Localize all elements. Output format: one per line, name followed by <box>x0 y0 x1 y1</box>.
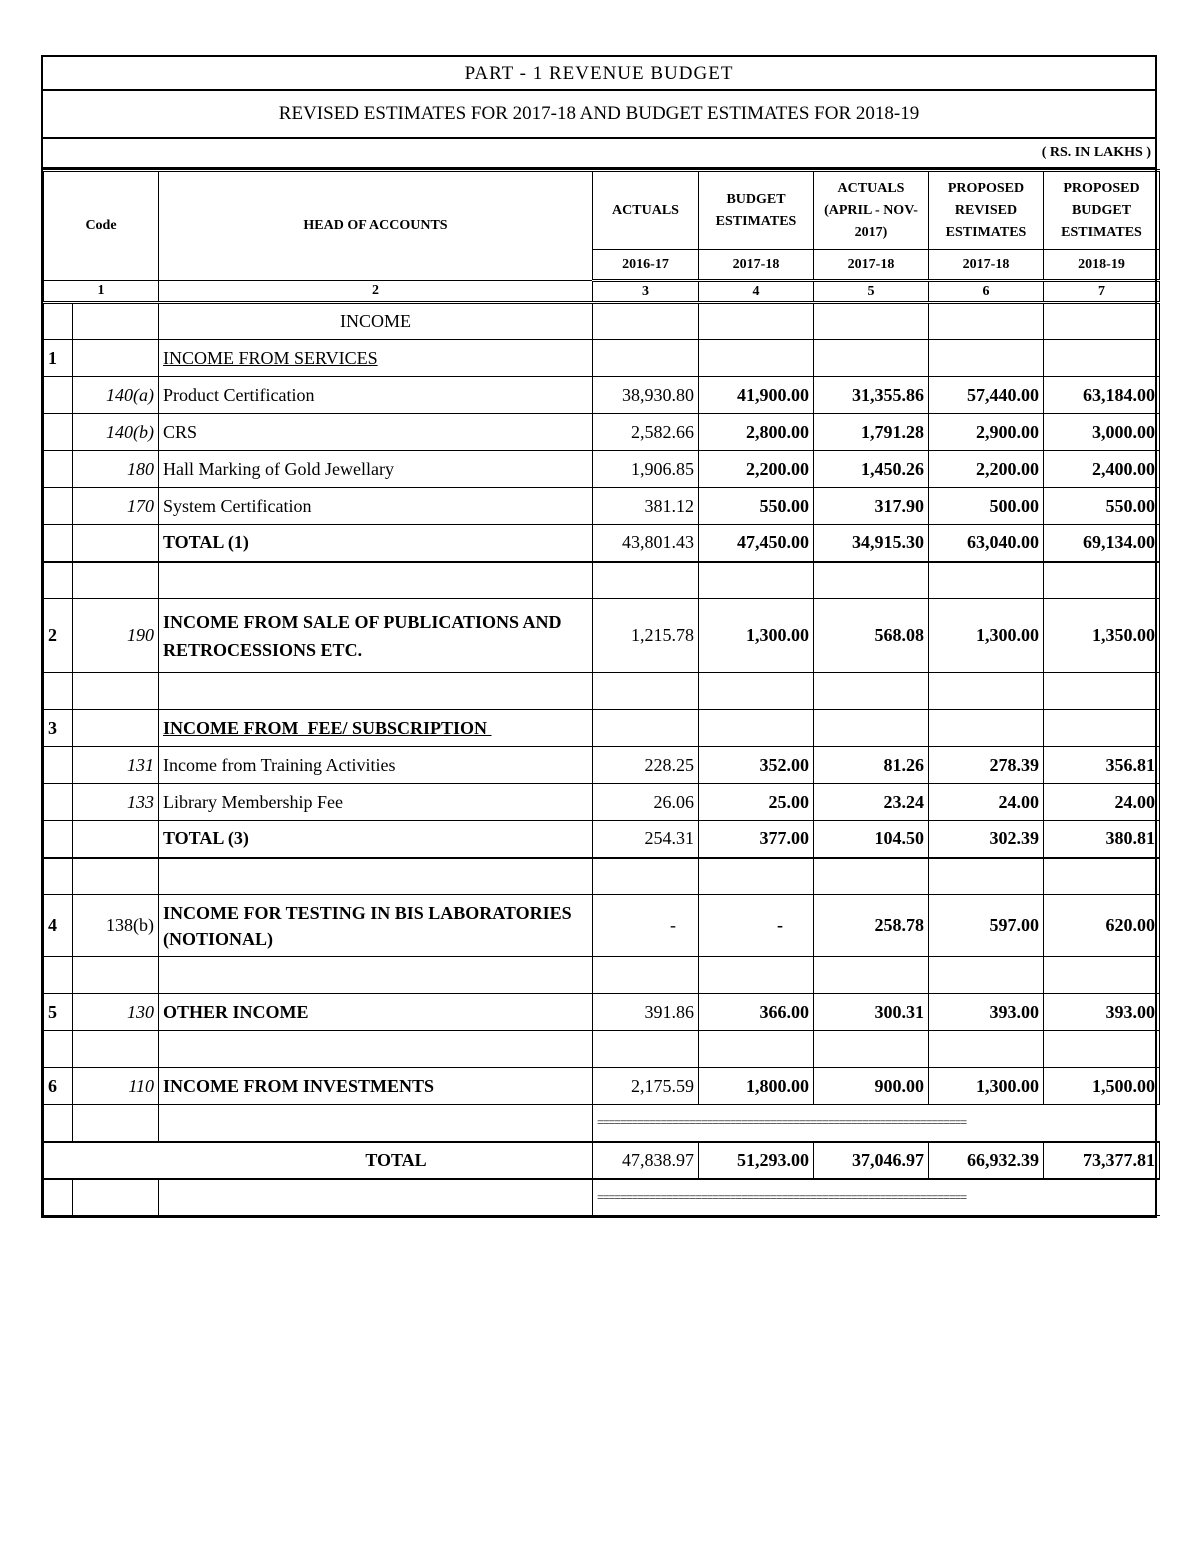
account-head: Hall Marking of Gold Jewellary <box>159 451 593 488</box>
section-number: 4 <box>44 895 73 957</box>
account-code: 131 <box>73 747 159 784</box>
section-3-row <box>44 710 1160 747</box>
section-title: INCOME FROM SERVICES <box>159 340 593 377</box>
value-revised: 393.00 <box>929 994 1044 1031</box>
value-budget: 2,200.00 <box>699 451 814 488</box>
value-revised: 278.39 <box>929 747 1044 784</box>
table-row <box>44 488 1160 525</box>
account-head: CRS <box>159 414 593 451</box>
value-revised: 1,300.00 <box>929 599 1044 673</box>
value-actuals: 254.31 <box>593 821 699 858</box>
value-actuals: 26.06 <box>593 784 699 821</box>
account-code: 170 <box>73 488 159 525</box>
account-code: 130 <box>73 994 159 1031</box>
value-proposed-budget: 393.00 <box>1044 994 1160 1031</box>
value-proposed-budget: 620.00 <box>1044 895 1160 957</box>
year-c7: 2018-19 <box>1044 250 1160 281</box>
rule-row <box>44 1179 1160 1216</box>
spacer-row <box>44 858 1160 895</box>
colnum-5: 5 <box>814 281 929 303</box>
value-actuals-apr-nov: 37,046.97 <box>814 1142 929 1179</box>
account-code: 140(a) <box>73 377 159 414</box>
colnum-3: 3 <box>593 281 699 303</box>
value-actuals-apr-nov: 258.78 <box>814 895 929 957</box>
spacer-row <box>44 957 1160 994</box>
value-actuals: 391.86 <box>593 994 699 1031</box>
value-budget: 25.00 <box>699 784 814 821</box>
value-actuals-apr-nov: 1,450.26 <box>814 451 929 488</box>
value-proposed-budget: 24.00 <box>1044 784 1160 821</box>
spacer-row <box>44 1031 1160 1068</box>
rule-row <box>44 1105 1160 1142</box>
account-head: INCOME FROM INVESTMENTS <box>159 1068 593 1105</box>
year-c5: 2017-18 <box>814 250 929 281</box>
account-head: INCOME FROM SALE OF PUBLICATIONS AND RETROCESSIONS ETC. <box>159 599 593 673</box>
subtotal-label: TOTAL (1) <box>159 525 593 562</box>
account-head: Income from Training Activities <box>159 747 593 784</box>
value-budget: 366.00 <box>699 994 814 1031</box>
section-4-row <box>44 895 1160 957</box>
section-number: 1 <box>44 340 73 377</box>
value-actuals: 228.25 <box>593 747 699 784</box>
colnum-6: 6 <box>929 281 1044 303</box>
account-code: 138(b) <box>73 895 159 957</box>
budget-sheet <box>41 55 1157 1218</box>
value-actuals: 2,582.66 <box>593 414 699 451</box>
units-label: ( RS. IN LAKHS ) <box>43 139 1155 169</box>
table-row <box>44 451 1160 488</box>
double-rule: ================================================================ <box>593 1105 1160 1142</box>
value-proposed-budget: 2,400.00 <box>1044 451 1160 488</box>
value-revised: 24.00 <box>929 784 1044 821</box>
value-actuals-apr-nov: 317.90 <box>814 488 929 525</box>
section-number: 3 <box>44 710 73 747</box>
value-actuals: - <box>593 895 699 957</box>
value-actuals: 1,215.78 <box>593 599 699 673</box>
column-number-row <box>44 281 1160 303</box>
subtotal-row <box>44 821 1160 858</box>
value-proposed-budget: 550.00 <box>1044 488 1160 525</box>
value-proposed-budget: 1,500.00 <box>1044 1068 1160 1105</box>
value-actuals-apr-nov: 34,915.30 <box>814 525 929 562</box>
value-budget: 51,293.00 <box>699 1142 814 1179</box>
account-head: Product Certification <box>159 377 593 414</box>
spacer-row <box>44 562 1160 599</box>
header-head-of-accounts: HEAD OF ACCOUNTS <box>159 171 593 281</box>
value-revised: 2,900.00 <box>929 414 1044 451</box>
value-revised: 66,932.39 <box>929 1142 1044 1179</box>
value-actuals-apr-nov: 1,791.28 <box>814 414 929 451</box>
value-actuals: 47,838.97 <box>593 1142 699 1179</box>
header-budget-estimates: BUDGET ESTIMATES <box>699 171 814 250</box>
header-row <box>44 171 1160 250</box>
section-number: 5 <box>44 994 73 1031</box>
value-actuals-apr-nov: 300.31 <box>814 994 929 1031</box>
section-income-label: INCOME <box>159 303 593 340</box>
table-row <box>44 377 1160 414</box>
value-budget: - <box>699 895 814 957</box>
account-head: Library Membership Fee <box>159 784 593 821</box>
year-c6: 2017-18 <box>929 250 1044 281</box>
value-budget: 377.00 <box>699 821 814 858</box>
value-revised: 2,200.00 <box>929 451 1044 488</box>
table-row <box>44 784 1160 821</box>
value-actuals-apr-nov: 104.50 <box>814 821 929 858</box>
section-5-row <box>44 994 1160 1031</box>
year-c3: 2016-17 <box>593 250 699 281</box>
value-actuals-apr-nov: 81.26 <box>814 747 929 784</box>
header-proposed-revised: PROPOSED REVISED ESTIMATES <box>929 171 1044 250</box>
account-code: 180 <box>73 451 159 488</box>
value-actuals-apr-nov: 568.08 <box>814 599 929 673</box>
page-subtitle: REVISED ESTIMATES FOR 2017-18 AND BUDGET ESTIMATES FOR 2018-19 <box>43 91 1155 139</box>
value-actuals-apr-nov: 31,355.86 <box>814 377 929 414</box>
value-proposed-budget: 380.81 <box>1044 821 1160 858</box>
value-actuals-apr-nov: 900.00 <box>814 1068 929 1105</box>
value-proposed-budget: 73,377.81 <box>1044 1142 1160 1179</box>
value-actuals: 2,175.59 <box>593 1068 699 1105</box>
year-c4: 2017-18 <box>699 250 814 281</box>
account-code: 140(b) <box>73 414 159 451</box>
subtotal-label: TOTAL (3) <box>159 821 593 858</box>
value-revised: 302.39 <box>929 821 1044 858</box>
colnum-1: 1 <box>44 281 159 303</box>
value-budget: 352.00 <box>699 747 814 784</box>
header-proposed-budget: PROPOSED BUDGET ESTIMATES <box>1044 171 1160 250</box>
section-number: 2 <box>44 599 73 673</box>
value-revised: 1,300.00 <box>929 1068 1044 1105</box>
value-proposed-budget: 1,350.00 <box>1044 599 1160 673</box>
value-actuals: 38,930.80 <box>593 377 699 414</box>
value-proposed-budget: 63,184.00 <box>1044 377 1160 414</box>
table-row <box>44 747 1160 784</box>
value-budget: 1,300.00 <box>699 599 814 673</box>
section-title: INCOME FROM FEE/ SUBSCRIPTION <box>159 710 593 747</box>
value-budget: 41,900.00 <box>699 377 814 414</box>
value-budget: 1,800.00 <box>699 1068 814 1105</box>
value-proposed-budget: 69,134.00 <box>1044 525 1160 562</box>
spacer-row <box>44 673 1160 710</box>
account-code: 110 <box>73 1068 159 1105</box>
colnum-2: 2 <box>159 281 593 303</box>
colnum-4: 4 <box>699 281 814 303</box>
section-number: 6 <box>44 1068 73 1105</box>
value-actuals: 1,906.85 <box>593 451 699 488</box>
account-head: OTHER INCOME <box>159 994 593 1031</box>
value-actuals-apr-nov: 23.24 <box>814 784 929 821</box>
value-actuals: 43,801.43 <box>593 525 699 562</box>
value-proposed-budget: 3,000.00 <box>1044 414 1160 451</box>
header-actuals: ACTUALS <box>593 171 699 250</box>
account-head: System Certification <box>159 488 593 525</box>
account-head: INCOME FOR TESTING IN BIS LABORATORIES (NOTIONAL) <box>159 895 593 957</box>
header-actuals-apr-nov: ACTUALS (APRIL - NOV-2017) <box>814 171 929 250</box>
double-rule: ================================================================ <box>593 1179 1160 1216</box>
section-income-row <box>44 303 1160 340</box>
grand-total-row <box>44 1142 1160 1179</box>
value-proposed-budget: 356.81 <box>1044 747 1160 784</box>
section-1-row <box>44 340 1160 377</box>
section-2-row <box>44 599 1160 673</box>
account-code: 133 <box>73 784 159 821</box>
colnum-7: 7 <box>1044 281 1160 303</box>
page-title: PART - 1 REVENUE BUDGET <box>43 57 1155 91</box>
header-code: Code <box>44 171 159 281</box>
budget-table <box>43 169 1160 1216</box>
grand-total-label: TOTAL <box>44 1142 593 1179</box>
subtotal-row <box>44 525 1160 562</box>
value-revised: 57,440.00 <box>929 377 1044 414</box>
account-code: 190 <box>73 599 159 673</box>
value-budget: 550.00 <box>699 488 814 525</box>
value-revised: 500.00 <box>929 488 1044 525</box>
section-6-row <box>44 1068 1160 1105</box>
value-revised: 597.00 <box>929 895 1044 957</box>
value-revised: 63,040.00 <box>929 525 1044 562</box>
value-budget: 47,450.00 <box>699 525 814 562</box>
table-row <box>44 414 1160 451</box>
value-actuals: 381.12 <box>593 488 699 525</box>
value-budget: 2,800.00 <box>699 414 814 451</box>
